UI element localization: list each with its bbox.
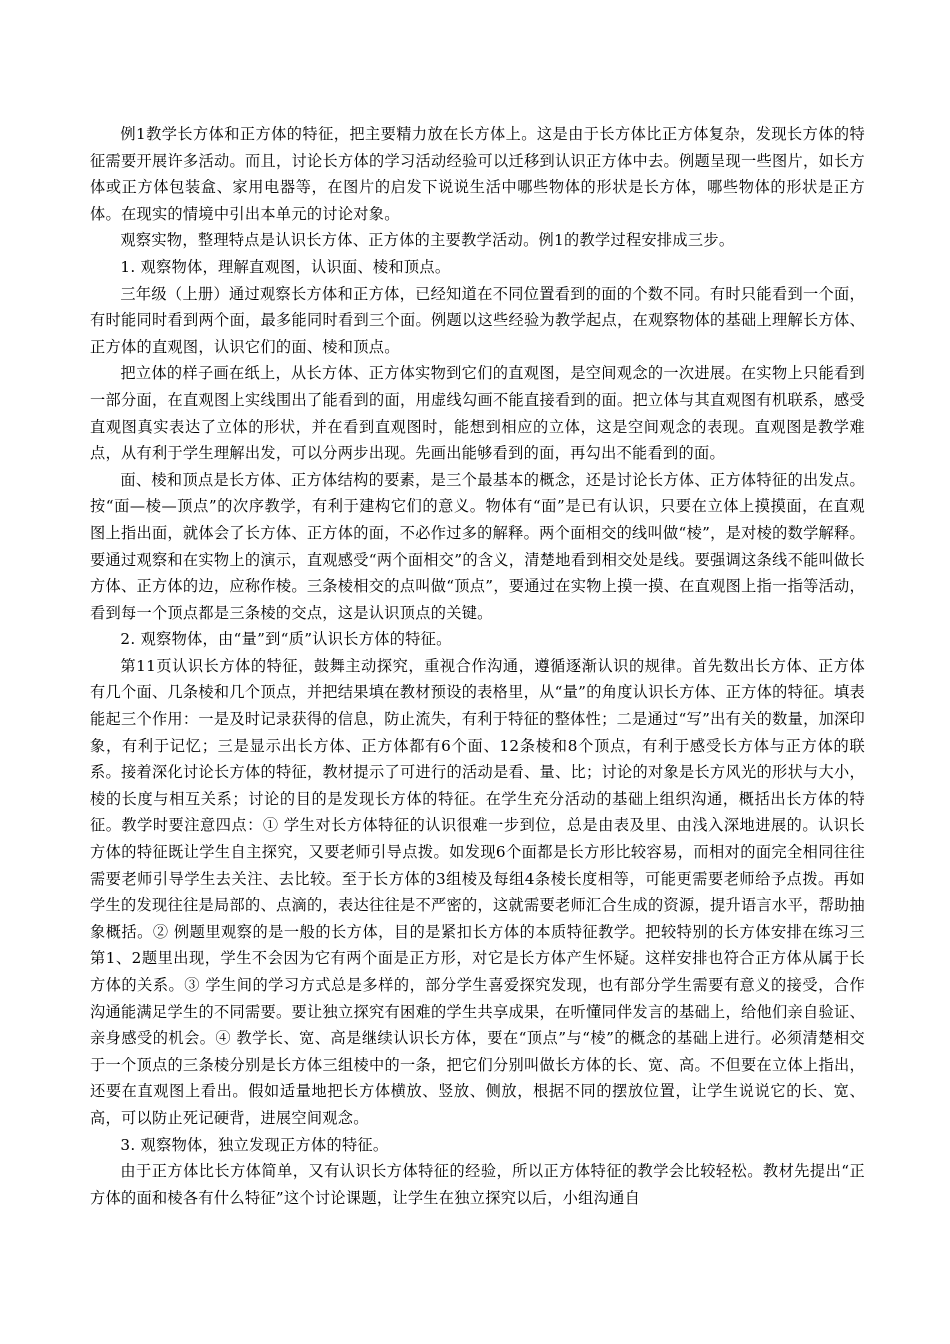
paragraph-cuboid-features: 第11页认识长方体的特征，鼓舞主动探究，重视合作沟通，遵循逐渐认识的规律。首先数出长方体、正方体有几个面、几条棱和几个顶点，并把结果填在教材预设的表格里，从“量”的角度认识长方体、正方体的特征。填表能起三个作用：一是及时记录获得的信息，防止流失，有利于特征的整体性；二是通过“写”出有关的数量，加深印象，有利于记忆；三是显示出长方体、正方体都有6个面、12条棱和8个顶点，有利于感受长方体与正方体的联系。接着深化讨论长方体的特征，教材提示了可进行的活动是看、量、比；讨论的对象是长方风光的形状与大小，棱的长度与相互关系；讨论的目的是发现长方体的特征。在学生充分活动的基础上组织沟通，概括出长方体的特征。教学时要注意四点：① 学生对长方体特征的认识很难一步到位，总是由表及里、由浅入深地进展的。认识长方体的特征既让学生自主探究，又要老师引导点拨。如发现6个面都是长方形比较容易，而相对的面完全相同往往需要老师引导学生去关注、去比较。至于长方体的3组棱及每组4条棱长度相等，可能更需要老师给予点拨。再如学生的发现往往是局部的、点滴的，表达往往是不严密的，这就需要老师汇合生成的资源，提升语言水平，帮助抽象概括。② 例题里观察的是一般的长方体，目的是紧扣长方体的本质特征教学。把较特别的长方体安排在练习三第1、2题里出现，学生不会因为它有两个面是正方形，对它是长方体产生怀疑。这样安排也符合正方体从属于长方体的关系。③ 学生间的学习方式总是多样的，部分学生喜爱探究发现，也有部分学生需要有意义的接受，合作沟通能满足学生的不同需要。要让独立探究有困难的学生共享成果，在听懂同伴发言的基础上，给他们亲自验证、亲身感受的机会。④ 教学长、宽、高是继续认识长方体，要在“顶点”与“棱”的概念的基础上进行。必须清楚相交于一个顶点的三条棱分别是长方体三组棱中的一条，把它们分别叫做长方体的长、宽、高。不但要在立体上指出，还要在直观图上看出。假如适量地把长方体横放、竖放、侧放，根据不同的摆放位置，让学生说说它的长、宽、高，可以防止死记硬背，进展空间观念。 bbox=[90, 656, 866, 1127]
paragraph-face-edge-vertex: 面、棱和顶点是长方体、正方体结构的要素，是三个最基本的概念，还是讨论长方体、正方体特征的出发点。按“面—棱—顶点”的次序教学，有利于建构它们的意义。物体有“面”是已有认识，只要在立体上摸摸面，在直观图上指出面，就体会了长方体、正方体的面，不必作过多的解释。两个面相交的线叫做“棱”，是对棱的数学解释。要通过观察和在实物上的演示，直观感受“两个面相交”的含义，清楚地看到相交处是线。要强调这条线不能叫做长方体、正方体的边，应称作棱。三条棱相交的点叫做“顶点”，要通过在实物上摸一摸、在直观图上指一指等活动，看到每一个顶点都是三条棱的交点，这是认识顶点的关键。 bbox=[90, 470, 866, 622]
paragraph-overview: 观察实物，整理特点是认识长方体、正方体的主要教学活动。例1的教学过程安排成三步。 bbox=[120, 231, 735, 250]
paragraph-cube-features: 由于正方体比长方体简单，又有认识长方体特征的经验，所以正方体特征的教学会比较轻松。教材先提出“正方体的面和棱各有什么特征”这个讨论课题，让学生在独立探究以后，小组沟通自 bbox=[90, 1162, 865, 1207]
paragraph-direct-view: 把立体的样子画在纸上，从长方体、正方体实物到它们的直观图，是空间观念的一次进展。在实物上只能看到一部分面，在直观图上实线围出了能看到的面，用虚线勾画不能直接看到的面。把立体与其直观图有机联系，感受直观图真实表达了立体的形状，并在看到直观图时，能想到相应的立体，这是空间观念的表现。直观图是教学难点，从有利于学生理解出发，可以分两步出现。先画出能够看到的面，再勾出不能看到的面。 bbox=[90, 364, 865, 463]
section-heading-3: 3. 观察物体，独立发现正方体的特征。 bbox=[120, 1135, 389, 1154]
paragraph-grade-three: 三年级（上册）通过观察长方体和正方体，已经知道在不同位置看到的面的个数不同。有时只能看到一个面，有时能同时看到两个面，最多能同时看到三个面。例题以这些经验为教学起点，在观察物体的基础上理解长方体、正方体的直观图，认识它们的面、棱和顶点。 bbox=[90, 284, 865, 356]
document-body bbox=[90, 121, 865, 1211]
section-heading-2: 2. 观察物体，由“量”到“质”认识长方体的特征。 bbox=[120, 630, 452, 649]
paragraph-intro: 例1教学长方体和正方体的特征，把主要精力放在长方体上。这是由于长方体比正方体复杂，发现长方体的特征需要开展许多活动。而且，讨论长方体的学习活动经验可以迁移到认识正方体中去。例题呈现一些图片，如长方体或正方体包装盒、家用电器等，在图片的启发下说说生活中哪些物体的形状是长方体，哪些物体的形状是正方体。在现实的情境中引出本单元的讨论对象。 bbox=[90, 125, 865, 223]
section-heading-1: 1. 观察物体，理解直观图，认识面、棱和顶点。 bbox=[120, 257, 451, 276]
